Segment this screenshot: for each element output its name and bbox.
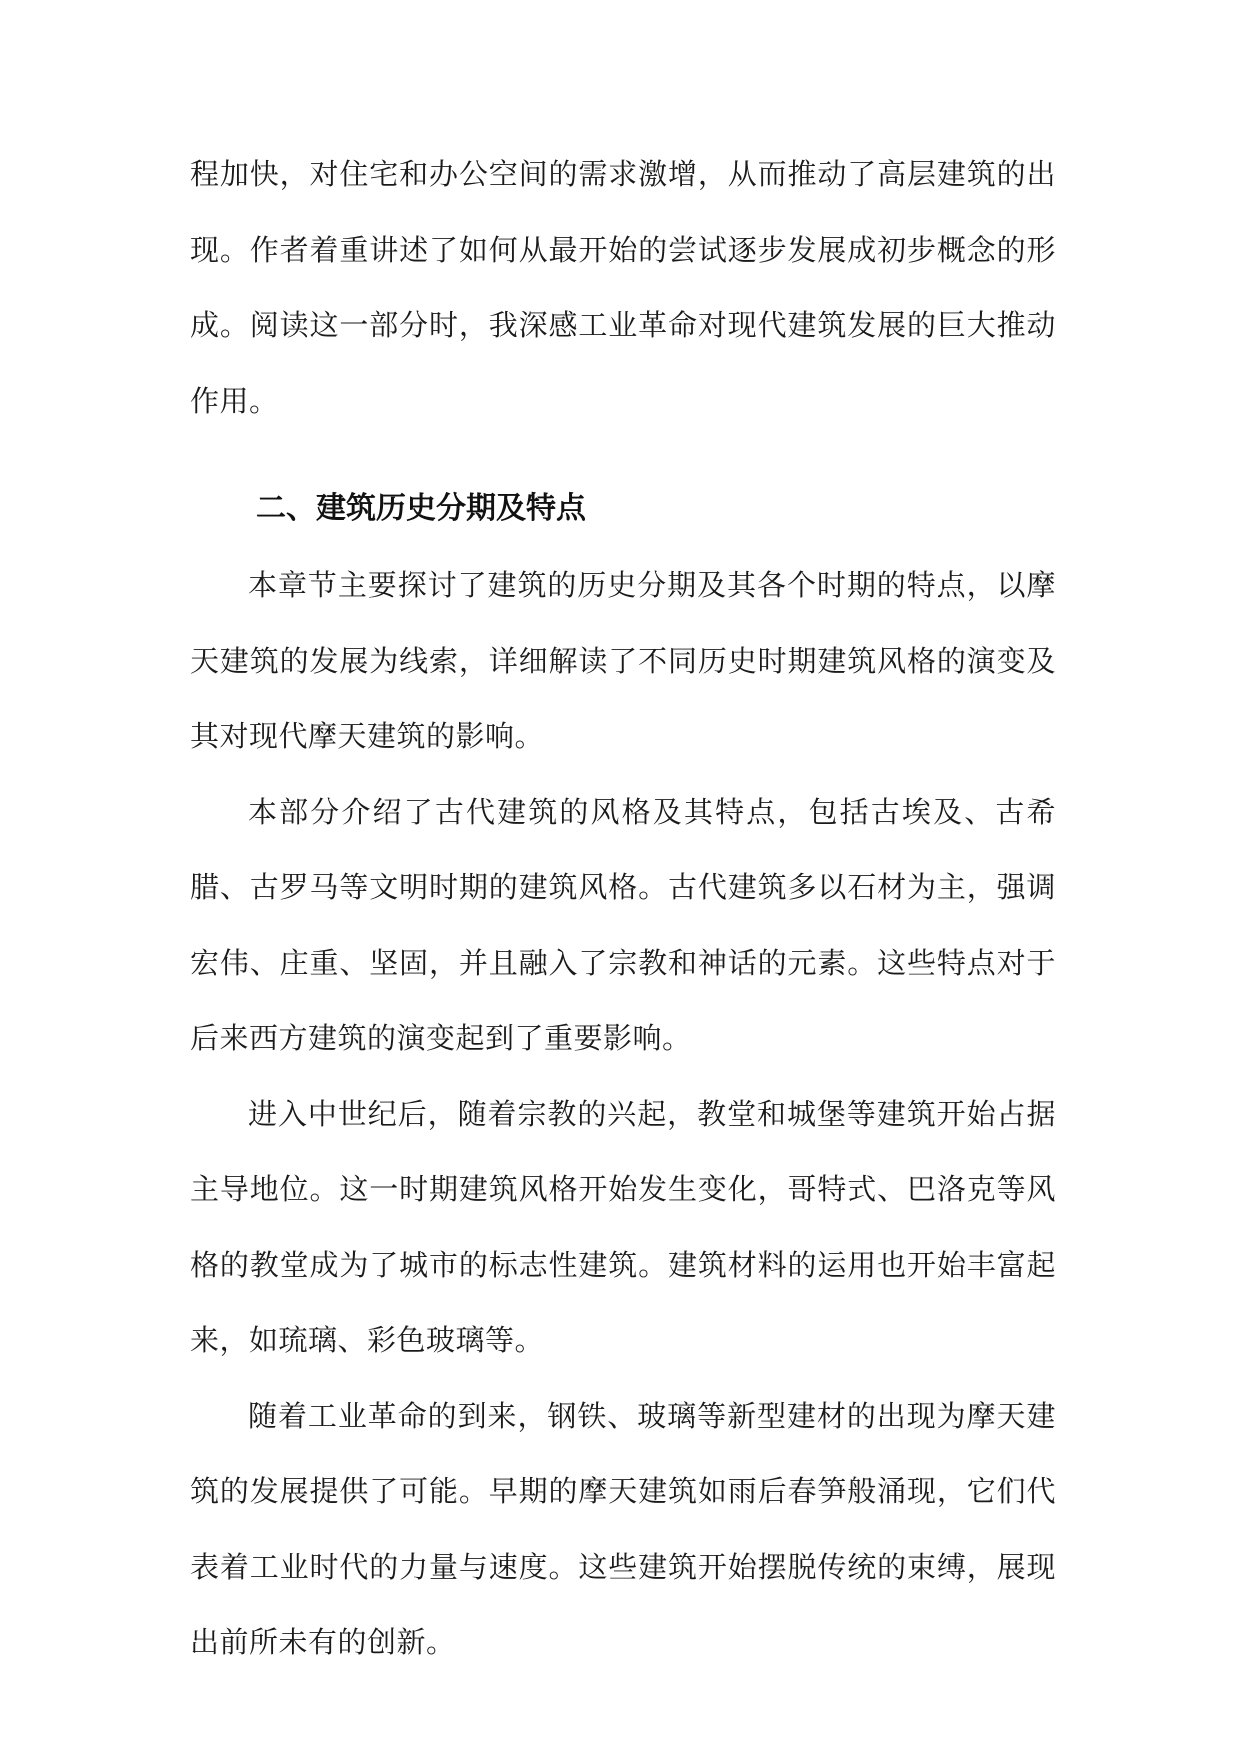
continued-paragraph: 程加快，对住宅和办公空间的需求激增，从而推动了高层建筑的出现。作者着重讲述了如何从最开始的尝试逐步发展成初步概念的形成。阅读这一部分时，我深感工业革命对现代建筑发展的巨大推动作用。 xyxy=(190,157,1056,418)
document-body xyxy=(190,137,1056,1681)
paragraph-medieval: 进入中世纪后，随着宗教的兴起，教堂和城堡等建筑开始占据主导地位。这一时期建筑风格开始发生变化，哥特式、巴洛克等风格的教堂成为了城市的标志性建筑。建筑材料的运用也开始丰富起来，如琉璃、彩色玻璃等。 xyxy=(190,1096,1056,1357)
paragraph-industrial: 随着工业革命的到来，钢铁、玻璃等新型建材的出现为摩天建筑的发展提供了可能。早期的摩天建筑如雨后春笋般涌现，它们代表着工业时代的力量与速度。这些建筑开始摆脱传统的束缚，展现出前所未有的创新。 xyxy=(190,1398,1056,1659)
section-heading: 二、建筑历史分期及特点 xyxy=(256,491,586,526)
paragraph-ancient: 本部分介绍了古代建筑的风格及其特点，包括古埃及、古希腊、古罗马等文明时期的建筑风格。古代建筑多以石材为主，强调宏伟、庄重、坚固，并且融入了宗教和神话的元素。这些特点对于后来西方建筑的演变起到了重要影响。 xyxy=(190,794,1056,1055)
paragraph-intro: 本章节主要探讨了建筑的历史分期及其各个时期的特点，以摩天建筑的发展为线索，详细解读了不同历史时期建筑风格的演变及其对现代摩天建筑的影响。 xyxy=(190,568,1056,753)
